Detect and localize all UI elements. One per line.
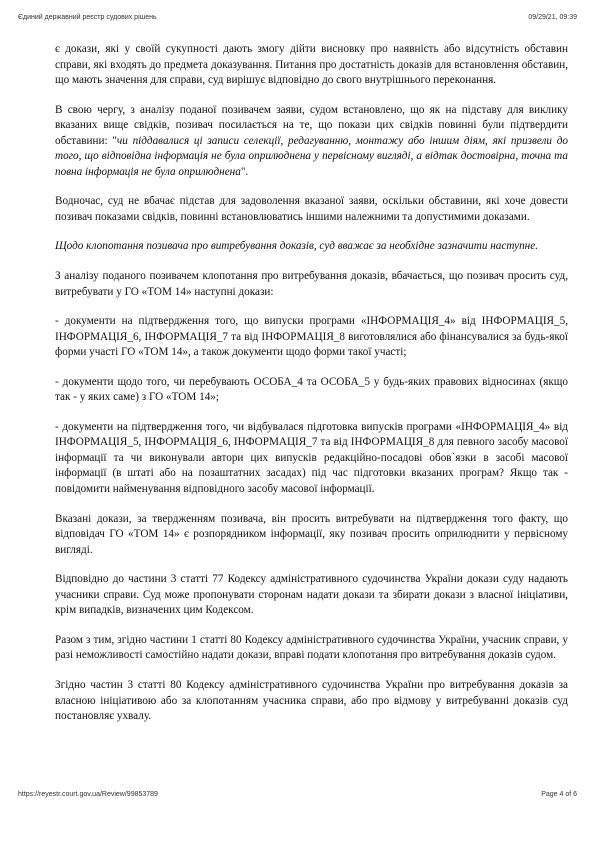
footer-page-number: Page 4 of 6	[541, 791, 577, 798]
paragraph-2-quote: чи піддавалися ці записи селекції, редагуванню, монтажу або іншим діям, які призвели до того, що відповідна інформація не була оприлюднена у первісному вигляді, а відтак достовірна, точна та повна інформація не була оприлюднена	[55, 134, 568, 178]
paragraph-12: Згідно частин 3 статті 80 Кодексу адміністративного судочинства України про витребування доказів за власною ініціативою або за клопотанням учасника справи, або про відмову у витребуванні доказів суд постановляє ухвалу.	[55, 678, 568, 723]
list-item-3: - документи на підтвердження того, чи відбувалася підготовка випусків програми «ІНФОРМАЦІЯ_4» від ІНФОРМАЦІЯ_5, ІНФОРМАЦІЯ_6, ІНФОРМАЦІЯ_7 та від ІНФОРМАЦІЯ_8 для певного засобу масової інформації та чи виконували автори цих випусків редакційно-посадові обов`язки в засобі масової інформації (в штаті або на позаштатних засадах) під час підготовки вказаних програм? Якщо так - повідомити найменування відповідного засобу масової інформації.	[55, 420, 568, 496]
paragraph-9: Вказані докази, за твердженням позивача, він просить витребувати на підтвердження того факту, що відповідач ГО «ТОМ 14» є розпорядником інформації, яку позивач просить оприлюднити у первісному вигляді.	[55, 512, 568, 556]
list-item-2: - документи щодо того, чи перебувають ОСОБА_4 та ОСОБА_5 у будь-яких правових відносинах (якщо так - у яких саме) з ГО «ТОМ 14»;	[55, 375, 568, 404]
paragraph-10: Відповідно до частини 3 статті 77 Кодексу адміністративного судочинства України докази суду надають учасники справи. Суд може пропонувати сторонам надати докази та збирати докази з власної ініціативи, крім випадків, визначених цим Кодексом.	[55, 573, 568, 617]
paragraph-5: З аналізу поданого позивачем клопотання про витребування доказів, вбачається, що позивач просить суд, витребувати у ГО «ТОМ 14» наступні докази:	[55, 270, 568, 298]
paragraph-2	[55, 103, 568, 181]
header-title: Єдиний державний реєстр судових рішень	[18, 14, 157, 21]
paragraph-1: є докази, які у своїй сукупності дають змогу дійти висновку про наявність або відсутність обставин справи, які входять до предмета доказування. Питання про достатність доказів для встановлення обставин, що мають значення для справи, суд вирішує відповідно до свого внутрішнього переконання.	[55, 43, 568, 87]
paragraph-4: Щодо клопотання позивача про витребування доказів, суд вважає за необхідне зазначити наступне.	[55, 240, 538, 253]
document-body	[55, 42, 568, 739]
print-footer	[18, 791, 577, 798]
paragraph-2-end: ".	[240, 165, 249, 178]
paragraph-3: Водночас, суд не вбачає підстав для задоволення вказаної заяви, оскільки обставини, які хоче довести позивач показами свідків, повинні встановлюватись іншими належними та допустимими доказами.	[55, 195, 568, 223]
header-datetime: 09/29/21, 09:39	[528, 14, 577, 21]
paragraph-11: Разом з тим, згідно частини 1 статті 80 Кодексу адміністративного судочинства України, учасник справи, у разі неможливості самостійно надати докази, вправі подати клопотання про витребування доказів судом.	[55, 633, 568, 662]
paragraph-2-intro: В свою чергу, з аналізу поданої позивачем заяви, судом встановлено, що як на підставу для виклику вказаних вище свідків, позивач посилається на те, що покази цих свідків повинні були підтвердити обставини: "	[55, 103, 568, 147]
footer-url: https://reyestr.court.gov.ua/Review/99853789	[18, 791, 158, 798]
print-header	[18, 14, 577, 21]
list-item-1: - документи на підтвердження того, що випуски програми «ІНФОРМАЦІЯ_4» від ІНФОРМАЦІЯ_5, ІНФОРМАЦІЯ_6, ІНФОРМАЦІЯ_7 та від ІНФОРМАЦІЯ_8 виготовлялися або фінансувалися за будь-якої форми участі ГО «ТОМ 14», а також документи щодо форми такої участі;	[55, 315, 568, 359]
